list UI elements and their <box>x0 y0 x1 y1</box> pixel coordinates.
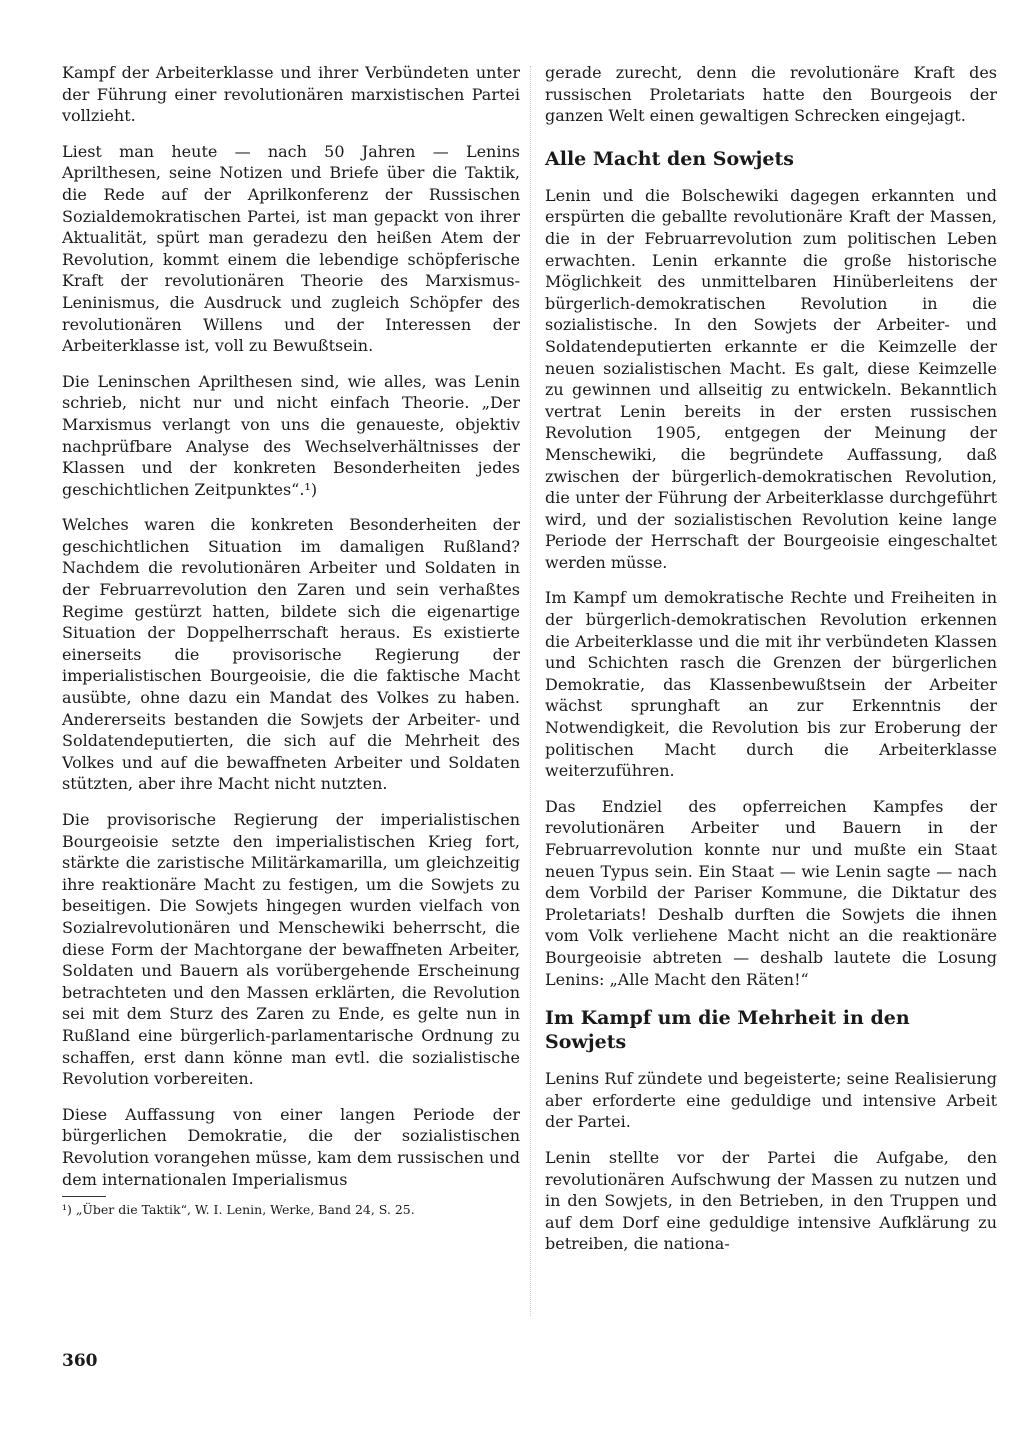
paragraph: Die Leninschen Aprilthesen sind, wie alles, was Lenin schrieb, nicht nur und nicht einfach Theorie. „Der Marxismus verlangt von uns die genaueste, objektiv nachprüfbare Analyse des Wechselverhältnisses der Klassen und der konkreten Besonderheiten jedes geschichtlichen Zeitpunktes“.¹) <box>62 371 520 499</box>
paragraph: Lenin und die Bolschewiki dagegen erkannten und erspürten die geballte revolutionäre Kraft der Massen, die in der Februarrevolution zum politischen Leben erwachten. Lenin erkannte die große historische Möglichkeit des unmittelbaren Hinüberleitens der bürgerlich-demokratischen Revolution in die sozialistische. In den Sowjets der Arbeiter- und Soldatendeputierten erkannte er die Keimzelle der neuen sozialistischen Macht. Es galt, diese Keimzelle zu gewinnen und allseitig zu entwickeln. Bekanntlich vertrat Lenin bereits in der ersten russischen Revolution 1905, entgegen der Meinung der Menschewiki, die begründete Auffassung, daß zwischen der bürgerlich-demokratischen Revolution, die unter der Führung der Arbeiterklasse durchgeführt wird, und der sozialistischen Revolution keine lange Periode der Herrschaft der Bourgeoisie eingeschaltet werden müsse. <box>545 185 997 572</box>
paragraph: Welches waren die konkreten Besonderheiten der geschichtlichen Situation im damaligen Rußland? Nachdem die revolutionären Arbeiter und Soldaten in der Februarrevolution den Zaren und sein verhaßtes Regime gestürzt hatten, bildete sich die eigenartige Situation der Doppelherrschaft heraus. Es existierte einerseits die provisorische Regierung der imperialistischen Bourgeoisie, die die faktische Macht ausübte, ohne dazu ein Mandat des Volkes zu haben. Andererseits bestanden die Sowjets der Arbeiter- und Soldatendeputierten, die sich auf die Mehrheit des Volkes und auf die bewaffneten Arbeiter und Soldaten stützten, aber ihre Macht nicht nutzten. <box>62 515 520 794</box>
paragraph: Liest man heute — nach 50 Jahren — Lenins Aprilthesen, seine Notizen und Briefe über die Taktik, die Rede auf der Aprilkonferenz der Russischen Sozialdemokratischen Partei, ist man gepackt von ihrer Aktualität, spürt man geradezu den heißen Atem der Revolution, kommt einem die lebendige schöpferische Kraft der revolutionären Theorie des Marxismus-Leninismus, die Ausdruck und zugleich Schöpfer des revolutionären Willens und der Interessen der Arbeiterklasse ist, voll zu Bewußtsein. <box>62 141 520 356</box>
paragraph: Lenin stellte vor der Partei die Aufgabe, den revolutionären Aufschwung der Massen zu nutzen und in den Sowjets, in den Betrieben, in den Truppen und auf dem Dorf eine geduldige intensive Aufklärung zu betreiben, die nationa- <box>545 1147 997 1254</box>
column-divider <box>530 66 531 1316</box>
paragraph: Kampf der Arbeiterklasse und ihrer Verbündeten unter der Führung einer revolutionären marxistischen Partei vollzieht. <box>62 63 520 126</box>
paragraph: gerade zurecht, denn die revolutionäre Kraft des russischen Proletariats hatte den Bourgeois der ganzen Welt einen gewaltigen Schrecken eingejagt. <box>545 63 997 126</box>
right-column <box>545 62 997 1269</box>
section-heading: Alle Macht den Sowjets <box>545 147 794 170</box>
paragraph: Im Kampf um demokratische Rechte und Freiheiten in der bürgerlich-demokratischen Revolution erkennen die Arbeiterklasse und die mit ihr verbündeten Klassen und Schichten rasch die Grenzen der bürgerlichen Demokratie, das Klassenbewußtsein der Arbeiter wächst sprunghaft an zur Erkenntnis der Notwendigkeit, die Revolution bis zur Eroberung der politischen Macht durch die Arbeiterklasse weiterzuführen. <box>545 588 997 781</box>
left-column <box>62 62 520 1219</box>
paragraph: Die provisorische Regierung der imperialistischen Bourgeoisie setzte den imperialistischen Krieg fort, stärkte die zaristische Militärkamarilla, um gleichzeitig ihre reaktionäre Macht zu festigen, um die Sowjets zu beseitigen. Die Sowjets hingegen wurden vielfach von Sozialrevolutionären und Menschewiki beherrscht, die diese Form der Machtorgane der bewaffneten Arbeiter, Soldaten und Bauern als vorübergehende Erscheinung betrachteten und den Massen erklärten, die Revolution sei mit dem Sturz des Zaren zu Ende, es gelte nun in Rußland eine bürgerlich-parlamentarische Ordnung zu schaffen, erst dann könne man evtl. die sozialistische Revolution vorbereiten. <box>62 810 520 1089</box>
paragraph: Diese Auffassung von einer langen Periode der bürgerlichen Demokratie, die der sozialistischen Revolution vorangehen müsse, kam dem russischen und dem internationalen Imperialismus <box>62 1104 520 1189</box>
footnote: ¹) „Über die Taktik“, W. I. Lenin, Werke, Band 24, S. 25. <box>62 1202 415 1218</box>
footnote-rule <box>62 1196 106 1197</box>
paragraph: Lenins Ruf zündete und begeisterte; seine Realisierung aber erforderte eine geduldige und intensive Arbeit der Partei. <box>545 1069 997 1132</box>
page-number: 360 <box>62 1351 98 1371</box>
section-heading: Im Kampf um die Mehrheit in den Sowjets <box>545 1007 910 1054</box>
paragraph: Das Endziel des opferreichen Kampfes der revolutionären Arbeiter und Bauern in der Februarrevolution konnte nur und mußte ein Staat neuen Typus sein. Ein Staat — wie Lenin sagte — nach dem Vorbild der Pariser Kommune, die Diktatur des Proletariats! Deshalb durften die Sowjets die ihnen vom Volk verliehene Macht nicht an die reaktionäre Bourgeoisie abtreten — deshalb lautete die Losung Lenins: „Alle Macht den Räten!“ <box>545 796 997 989</box>
